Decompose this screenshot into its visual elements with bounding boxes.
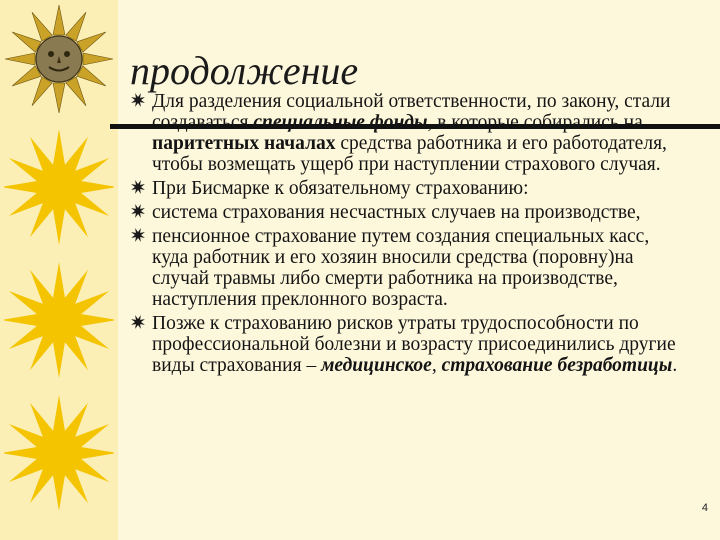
sun-ray: [77, 66, 106, 86]
text-run: Позже к страхованию рисков утраты трудоспособности по профессиональной болезни и возрасту присоединились другие виды страхования –: [152, 313, 676, 376]
list-item: [130, 178, 690, 199]
slide-body: [130, 91, 690, 379]
sun-ray: [32, 77, 52, 106]
star-burst-icon: [130, 227, 146, 243]
text-run: Для разделения социальной ответственности, по закону, стали создаваться: [152, 91, 671, 133]
star-burst-glyph: [130, 179, 146, 195]
emphasis-unemployment: страхование безработицы: [441, 355, 673, 376]
sun-ray: [77, 32, 106, 52]
text-run: средства работника и его работодателя, чтобы возмещать ущерб при наступлении страхового случая.: [152, 133, 667, 175]
sun-ray: [53, 5, 65, 35]
sun-ray: [66, 77, 86, 106]
star-burst-glyph: [130, 314, 146, 330]
emphasis-parity: паритетных началах: [152, 133, 336, 154]
star-burst-icon: [130, 92, 146, 108]
star-burst-glyph: [130, 92, 146, 108]
text-run: пенсионное страхование путем создания специальных касс, куда работник и его хозяин вносили средства (поровну)на случай травмы либо смерти работника на производстве, наступления преклонного возраста.: [152, 226, 650, 310]
sun-burst-icon: [4, 255, 114, 385]
sun-ray: [5, 53, 35, 65]
emphasis-special-funds: специальные фонды: [253, 112, 428, 133]
sun-ray: [32, 12, 52, 41]
text-run: .: [672, 355, 678, 376]
star-burst-icon: [130, 314, 146, 330]
sun-burst-icon: [4, 122, 114, 252]
star-burst-glyph: [130, 203, 146, 219]
sun-ray: [53, 83, 65, 113]
slide-title: продолжение: [130, 48, 359, 93]
text-run: , в которые собирались на: [427, 112, 643, 133]
list-item: [130, 226, 690, 310]
slide-number: 4: [701, 502, 708, 514]
star-burst-icon: [130, 179, 146, 195]
list-item: [130, 313, 690, 376]
star-burst-icon: [130, 203, 146, 219]
sun-face-icon: [2, 2, 116, 116]
text-run: ,: [431, 355, 442, 376]
emphasis-medical: медицинское: [321, 355, 432, 376]
list-item: [130, 91, 690, 175]
sun-ray: [12, 32, 41, 52]
sun-ray: [12, 66, 41, 86]
text-run: При Бисмарке к обязательному страхованию:: [152, 178, 529, 199]
sun-burst-icon: [4, 388, 114, 518]
text-run: система страхования несчастных случаев на производстве,: [152, 202, 641, 223]
sun-ray: [66, 12, 86, 41]
sun-ray: [83, 53, 113, 65]
list-item: [130, 202, 690, 223]
star-burst-glyph: [130, 227, 146, 243]
